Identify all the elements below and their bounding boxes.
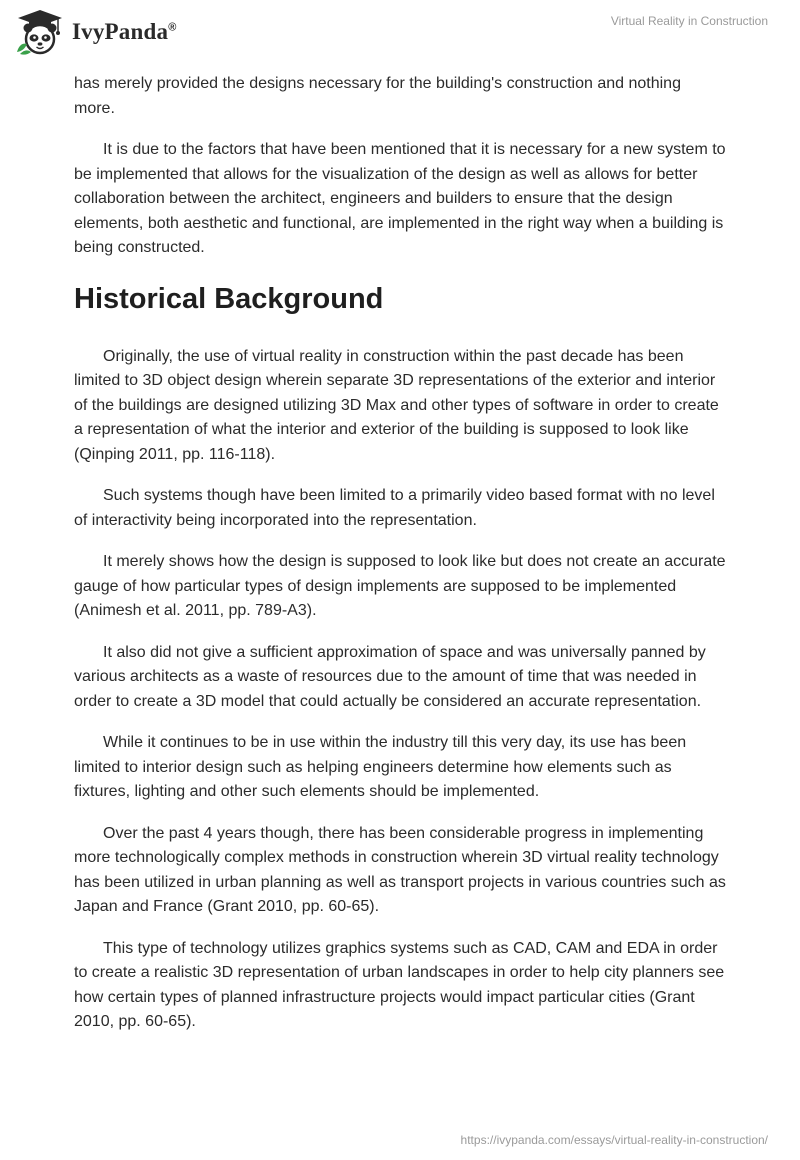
section-heading: Historical Background — [74, 282, 384, 315]
paragraph: has merely provided the designs necessary for the building's construction and nothing more. — [74, 75, 681, 117]
source-url[interactable]: https://ivypanda.com/essays/virtual-reality-in-construction/ — [460, 1133, 768, 1147]
paragraph: This type of technology utilizes graphics systems such as CAD, CAM and EDA in order to create a realistic 3D representation of urban landscapes in order to help city planners see how certain types of planned infrastructure projects would impact particular cities (Grant 2010, pp. 60-65). — [74, 939, 725, 1030]
paragraph: It merely shows how the design is supposed to look like but does not create an accurate gauge of how particular types of design implements are supposed to be implemented (Animesh et al. 2011, pp. 789-A3). — [74, 553, 726, 619]
paragraph: It is due to the factors that have been mentioned that it is necessary for a new system to be implemented that allows for the visualization of the design as well as allows for better collaboration between the architect, engineers and builders to ensure that the design elements, both aesthetic and functional, are implemented in the right way when a building is being constructed. — [74, 141, 726, 256]
paragraph: Such systems though have been limited to a primarily video based format with no level of interactivity being incorporated into the representation. — [74, 487, 715, 529]
paragraph: It also did not give a sufficient approximation of space and was universally panned by various architects as a waste of resources due to the amount of time that was needed in order to create a 3D model that could actually be considered an accurate representation. — [74, 643, 706, 710]
page-header — [0, 0, 800, 64]
paragraph: Over the past 4 years though, there has been considerable progress in implementing more technologically complex methods in construction wherein 3D virtual reality technology has been utilized in urban planning as well as transport projects in various countries such as Japan and France (Grant 2010, pp. 60-65). — [74, 824, 726, 915]
paragraph: Originally, the use of virtual reality in construction within the past decade has been limited to 3D object design wherein separate 3D representations of the exterior and interior of the buildings are designed utilizing 3D Max and other types of software in order to create a representation of what the interior and exterior of the building is supposed to look like (Qinping 2011, pp. 116-118). — [74, 347, 719, 463]
essay-content — [74, 72, 726, 1052]
paragraph: While it continues to be in use within the industry till this very day, its use has been limited to interior design such as helping engineers determine how elements such as fixtures, lighting and other such elements should be implemented. — [74, 734, 687, 800]
running-title: Virtual Reality in Construction — [610, 14, 768, 28]
ivypanda-logo[interactable] — [14, 8, 177, 56]
panda-graduate-icon — [14, 8, 66, 56]
logo-text: IvyPanda® — [72, 19, 177, 44]
